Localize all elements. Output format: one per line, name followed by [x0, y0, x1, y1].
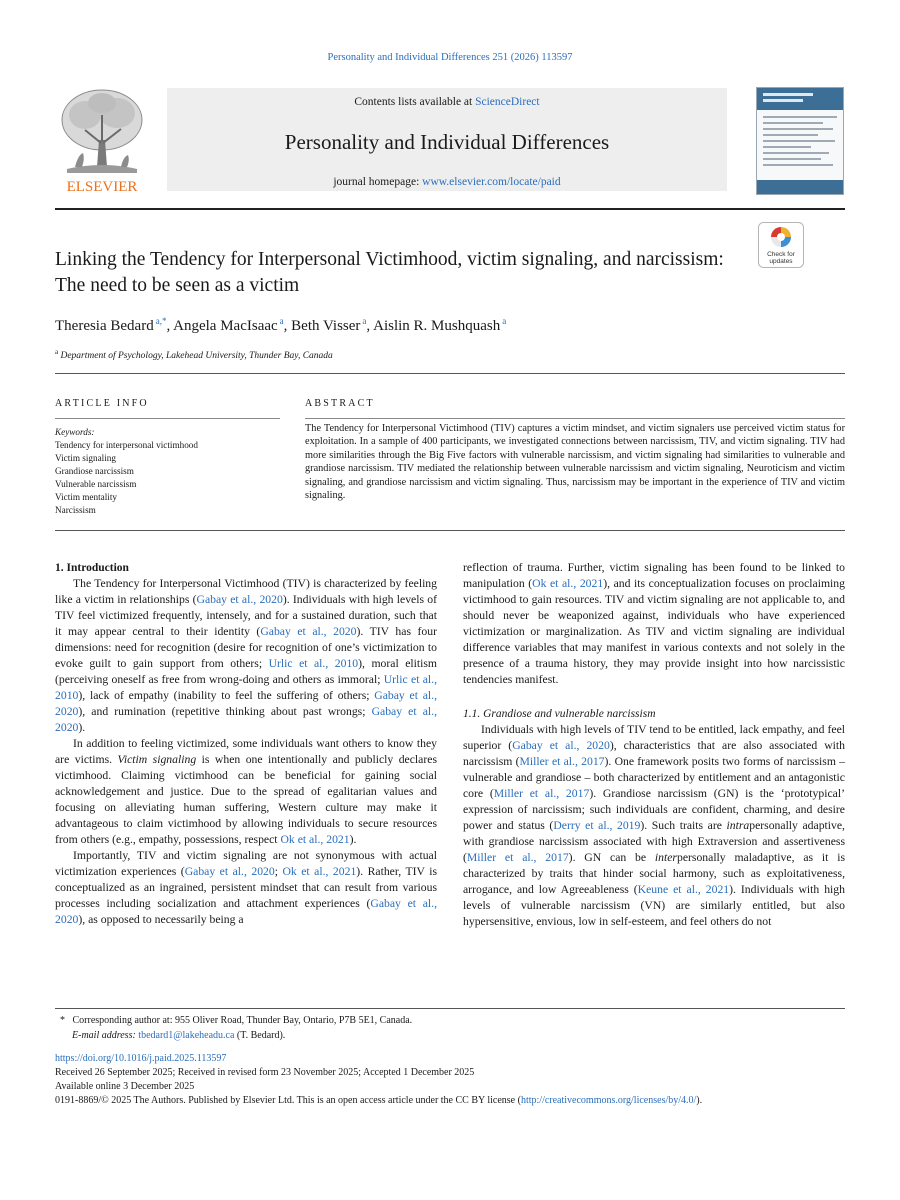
- emphasis-text: Victim signaling: [117, 753, 197, 766]
- body-text: reflection of trauma. Further, victim signaling has been found to be linked to manipulation (: [463, 561, 845, 590]
- citation-link[interactable]: Gabay et al., 2020: [196, 593, 283, 606]
- body-text: ). Grandiose narcissism (GN) is the ‘prototypical’ expression of narcissism; such individuals are confident, charming, and desire power and status (: [463, 787, 845, 832]
- body-text: personally maladaptive, as it is characterized by traits that hinder social harmony, such as exploitativeness, arrogance, and low Agreeableness (: [463, 851, 845, 896]
- body-text: ). TIV has four dimensions: need for recognition (desire for recognition of one’s victimization to evoke guilt to gain support from others;: [55, 625, 437, 670]
- citation-link[interactable]: Ok et al., 2021: [532, 577, 604, 590]
- keyword-item: Narcissism: [55, 505, 96, 515]
- citation-link[interactable]: Gabay et al., 2020: [260, 625, 357, 638]
- contents-line: [167, 96, 727, 108]
- received-dates: Received 26 September 2025; Received in revised form 23 November 2025; Accepted 1 December 2025: [55, 1067, 475, 1078]
- sciencedirect-link[interactable]: ScienceDirect: [475, 96, 540, 108]
- keywords-block: [55, 426, 280, 517]
- article-title: Linking the Tendency for Interpersonal Victimhood, victim signaling, and narcissism: The need to be seen as a victim: [55, 249, 724, 296]
- subsection-heading: 1.1. Grandiose and vulnerable narcissism: [463, 708, 656, 720]
- elsevier-logo[interactable]: [55, 85, 150, 197]
- body-text: personally adaptive, with grandiose narcissism associated with high Extraversion and assertiveness (: [463, 819, 845, 864]
- citation-link[interactable]: Gabay et al., 2020: [55, 689, 438, 718]
- author-name[interactable]: Theresia Bedard: [55, 318, 154, 334]
- body-left-column: [55, 560, 437, 928]
- citation-link[interactable]: Ok et al., 2021: [280, 833, 350, 846]
- license-link[interactable]: http://creativecommons.org/licenses/by/4.0/: [520, 1095, 697, 1106]
- citation-link[interactable]: Ok et al., 2021: [282, 865, 357, 878]
- publication-info: [55, 1052, 855, 1108]
- homepage-prefix: journal homepage:: [333, 176, 423, 188]
- author-separator: ,: [166, 318, 174, 334]
- citation-link[interactable]: Gabay et al., 2020: [55, 705, 437, 734]
- body-text: ). Individuals with high levels of vulnerable narcissism (VN) are similarly entitled, but also hypersensitive, envious, low in self-esteem, and feel others do not: [463, 883, 845, 928]
- emphasis-text: inter: [654, 851, 677, 864]
- svg-text:Check for: Check for: [767, 251, 795, 258]
- body-text: ). Rather, TIV is conceptualized as an ingrained, persistent mindset that can result from various processes including socialization and attachment experiences (: [55, 865, 438, 910]
- body-text: ), and rumination (repetitive thinking about past wrongs;: [78, 705, 372, 718]
- citation-link[interactable]: Gabay et al., 2020: [184, 865, 275, 878]
- journal-title: Personality and Individual Differences: [284, 130, 610, 154]
- body-text: ), lack of empathy (inability to feel the suffering of others;: [78, 689, 375, 702]
- email-link[interactable]: tbedard1@lakeheadu.ca: [138, 1029, 235, 1041]
- footnotes: [60, 1014, 412, 1043]
- emphasis-text: intra: [726, 819, 750, 832]
- body-paragraph: [55, 736, 437, 848]
- section-rule: [55, 373, 845, 374]
- abstract-heading: ABSTRACT: [305, 398, 375, 409]
- keyword-item: Vulnerable narcissism: [55, 479, 137, 489]
- abstract-rule: [305, 418, 845, 419]
- body-text: Importantly, TIV and victim signaling are not synonymous with actual victimization experiences (: [55, 849, 437, 878]
- license-prefix: 0191-8869/© 2025 The Authors. Published by Elsevier Ltd. This is an open access article under the CC BY license (: [55, 1095, 521, 1106]
- svg-text:updates: updates: [769, 258, 793, 265]
- keyword-item: Tendency for interpersonal victimhood: [55, 440, 198, 450]
- body-text: ), as opposed to necessarily being a: [78, 913, 244, 926]
- homepage-link[interactable]: www.elsevier.com/locate/paid: [422, 176, 561, 188]
- author-list: [55, 316, 506, 335]
- citation-link[interactable]: Miller et al., 2017: [493, 787, 590, 800]
- citation-link[interactable]: Keune et al., 2021: [637, 883, 730, 896]
- body-rule: [55, 530, 845, 531]
- body-paragraph: [463, 722, 845, 930]
- body-text: ).: [78, 721, 86, 734]
- body-text: ), characteristics that are also associated with narcissism (: [463, 739, 845, 768]
- citation-link[interactable]: Derry et al., 2019: [553, 819, 641, 832]
- body-text: ). Individuals with high levels of TIV feel victimized frequently, intensely, and for a sustained duration, such that it may appear central to their identity (: [55, 593, 437, 638]
- affiliation-text: Department of Psychology, Lakehead University, Thunder Bay, Canada: [60, 351, 333, 362]
- doi-link[interactable]: https://doi.org/10.1016/j.paid.2025.113597: [55, 1053, 227, 1064]
- keyword-item: Victim signaling: [55, 453, 116, 463]
- keywords-list: [55, 439, 280, 517]
- contents-prefix: Contents lists available at: [354, 96, 476, 108]
- section-heading: 1. Introduction: [55, 562, 129, 574]
- header-rule: [55, 208, 845, 210]
- body-right-column: [463, 560, 845, 930]
- body-text: ). GN can be: [568, 851, 655, 864]
- check-for-updates-button[interactable]: [758, 222, 804, 268]
- abstract-text: The Tendency for Interpersonal Victimhood (TIV) captures a victim mindset, and victim signalers use perceived victim status for exploitation. In a sample of 400 participants, we investigated connections between narcissism, TIV, and victim signaling. TIV had more similarities through the Big Five factors with vulnerable narcissism, and victim signaling had similarities to vulnerable and grandiose narcissism. TIV mediated the relationship between vulnerable narcissism and victim signaling, Neuroticism and victim signaling, and grandiose narcissism and victim signaling. Thus, narcissism may be important in the experience of TIV and victim signaling.: [305, 423, 845, 502]
- body-text: ).: [349, 833, 357, 846]
- body-text: The Tendency for Interpersonal Victimhood (TIV) is characterized by feeling like a victim in relationships (: [55, 577, 437, 606]
- author-name[interactable]: Angela MacIsaac: [173, 318, 278, 334]
- available-online: Available online 3 December 2025: [55, 1081, 195, 1092]
- svg-text:ELSEVIER: ELSEVIER: [66, 179, 138, 195]
- author-affiliation-mark[interactable]: a: [362, 316, 367, 326]
- keyword-item: Victim mentality: [55, 492, 117, 502]
- author-name[interactable]: Beth Visser: [291, 318, 361, 334]
- keyword-item: Grandiose narcissism: [55, 466, 134, 476]
- author-separator: ,: [283, 318, 292, 334]
- body-paragraph: [55, 848, 437, 928]
- citation-link[interactable]: Gabay et al., 2020: [512, 739, 610, 752]
- journal-cover-thumbnail[interactable]: [756, 87, 844, 195]
- author-separator: ,: [366, 318, 374, 334]
- citation-link[interactable]: Urlic et al., 2010: [55, 673, 437, 702]
- journal-citation[interactable]: Personality and Individual Differences 251 (2026) 113597: [327, 52, 573, 63]
- author-affiliation-mark[interactable]: a: [279, 316, 284, 326]
- journal-cover-icon: [757, 88, 843, 194]
- affiliation-mark: a: [55, 348, 59, 356]
- body-text: Individuals with high levels of TIV tend to be entitled, lack empathy, and feel superior (: [463, 723, 845, 752]
- citation-link[interactable]: Miller et al., 2017: [466, 851, 569, 864]
- email-label: E-mail address:: [72, 1029, 136, 1041]
- article-info-rule: [55, 418, 280, 419]
- license-line: [55, 1094, 855, 1108]
- journal-header-band: [167, 88, 727, 191]
- license-suffix: ).: [696, 1095, 703, 1106]
- author-affiliation-mark[interactable]: a,*: [155, 316, 167, 326]
- body-text: ), and its conceptualization focuses on proclaiming victimhood to gain resources. TIV and victim signaling are not applicable to, and should never be weaponized against, individuals who have experienced victimization or marginalization. As TIV and victim signaling are individual difference variables that may manifest in various contexts and not solely in the presence of a trauma history, they may provide insight into how narcissistic tendencies manifest.: [463, 577, 845, 686]
- body-text: ), moral elitism (perceiving oneself as free from wrong-doing and others as immoral;: [55, 657, 438, 686]
- body-paragraph: [55, 576, 437, 736]
- article-info-heading: ARTICLE INFO: [55, 398, 149, 409]
- homepage-line: [167, 176, 727, 188]
- corresponding-mark: *: [60, 1015, 65, 1026]
- affiliation: [55, 348, 333, 361]
- email-note: [60, 1029, 412, 1044]
- keywords-label: Keywords:: [55, 427, 95, 437]
- author-affiliation-mark[interactable]: a: [502, 316, 507, 326]
- elsevier-tree-icon: [55, 85, 150, 197]
- body-text: is when one intentionally and publicly declares victimhood. Claiming victimhood can be beneficial for gaining social acknowledgement and justice. Due to the spread of egalitarian values and focusing on alleviating human suffering, Western culture may make it advantageous to claim victimhood by allowing individuals to secure resources from others (e.g., empathy, possessions, respect: [55, 753, 437, 846]
- body-text: In addition to feeling victimized, some individuals want others to know they are victims.: [55, 737, 437, 766]
- citation-link[interactable]: Gabay et al., 2020: [55, 897, 438, 926]
- citation-link[interactable]: Urlic et al., 2010: [268, 657, 359, 670]
- citation-link[interactable]: Miller et al., 2017: [519, 755, 605, 768]
- email-suffix: (T. Bedard).: [234, 1029, 286, 1041]
- journal-banner: [55, 85, 845, 197]
- body-paragraph: [463, 560, 845, 688]
- corresponding-author-note: [60, 1014, 412, 1029]
- body-text: ). One framework posits two forms of narcissism – vulnerable and grandiose – both characterized by entitlement and an antagonistic core (: [463, 755, 845, 800]
- footnote-rule: [55, 1008, 845, 1009]
- check-for-updates-icon: [758, 222, 804, 268]
- author-name[interactable]: Aislin R. Mushquash: [373, 318, 501, 334]
- body-text: ). Such traits are: [640, 819, 727, 832]
- corresponding-text: Corresponding author at: 955 Oliver Road, Thunder Bay, Ontario, P7B 5E1, Canada.: [72, 1015, 413, 1026]
- body-text: ;: [274, 865, 283, 878]
